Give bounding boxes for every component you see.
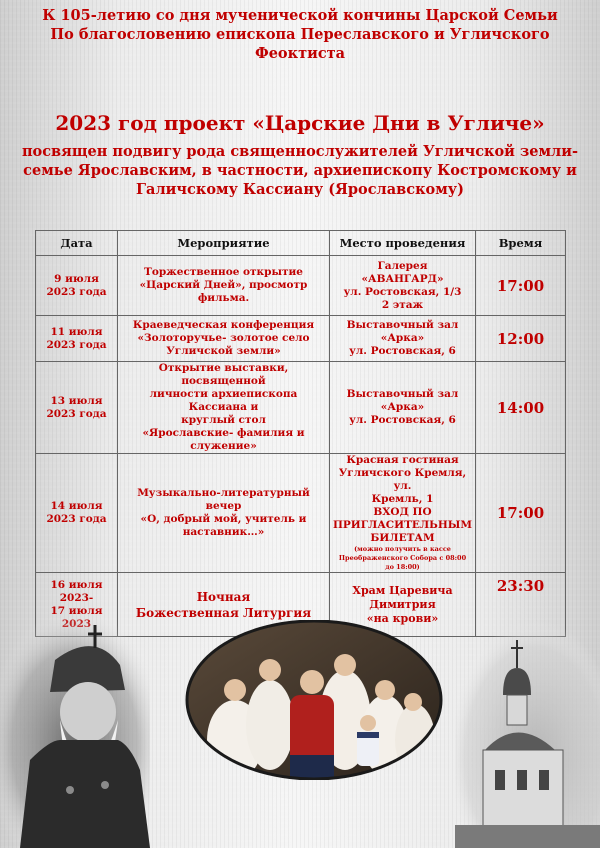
blessing-line: По благословению епископа Переславского и Угличского (50, 26, 550, 43)
event-line: личности архиепископа Кассиана и (149, 388, 298, 413)
event-line: «О, добрый мой, учитель и (140, 513, 307, 525)
table-row (36, 454, 566, 573)
event-date (36, 256, 118, 316)
place-line: ВХОД ПО (373, 506, 432, 518)
schedule-table (35, 230, 566, 637)
place-line: БИЛЕТАМ (370, 532, 435, 544)
event-line: Торжественное открытие (144, 266, 303, 278)
column-header-date: Дата (36, 231, 118, 256)
event-date (36, 362, 118, 454)
date-line: 2023- (59, 591, 94, 604)
event-description (118, 256, 330, 316)
date-line: 14 июля (50, 500, 103, 512)
church-image (455, 620, 600, 848)
date-line: 9 июля (54, 272, 99, 285)
event-time: 23:30 (476, 573, 566, 637)
event-line: наставник…» (182, 526, 265, 538)
place-line: ПРИГЛАСИТЕЛЬНЫМ (332, 519, 473, 531)
date-line: 2023 года (46, 407, 107, 420)
blessing-line-name: Феоктиста (254, 45, 346, 62)
place-line: ул. Ростовская, 6 (349, 345, 456, 357)
event-description (118, 316, 330, 362)
place-line: Димитрия (369, 597, 436, 611)
ticket-note-line: Преображенского Собора с 08:00 (338, 554, 467, 562)
place-line: Храм Царевича (352, 583, 453, 597)
event-time: 14:00 (476, 362, 566, 454)
ticket-note-line: до 18:00) (385, 563, 420, 571)
event-place (330, 256, 476, 316)
date-line: 13 июля (50, 394, 103, 407)
event-line: Музыкально-литературный вечер (137, 487, 310, 512)
event-line: «Золоторучье- золотое село (137, 332, 310, 344)
event-time: 12:00 (476, 316, 566, 362)
event-place (330, 362, 476, 454)
event-time: 17:00 (476, 454, 566, 573)
date-line: 2023 года (46, 338, 107, 351)
column-header-place: Место проведения (330, 231, 476, 256)
place-line: Красная гостиная (346, 454, 459, 466)
royal-family-photo (185, 620, 443, 780)
place-line: 2 этаж (381, 298, 424, 311)
event-time: 17:00 (476, 256, 566, 316)
event-line: Открытие выставки, посвященной (158, 362, 289, 387)
date-line: 16 июля (50, 578, 103, 591)
place-line: Галерея (377, 259, 428, 272)
place-line: ул. Ростовская, 6 (349, 414, 456, 426)
event-line: фильма. (197, 292, 250, 304)
event-place (330, 316, 476, 362)
date-line: 2023 года (46, 513, 107, 525)
dedication-header (0, 6, 600, 63)
table-row (36, 316, 566, 362)
dedication-line: К 105-летию со дня мученической кончины Царской Семьи (42, 7, 558, 24)
project-title: 2023 год проект «Царские Дни в Угличе» (55, 111, 545, 135)
place-line: Угличского Кремля, ул. (338, 467, 467, 492)
project-subtitle (0, 142, 600, 199)
event-description (118, 362, 330, 454)
subtitle-line: Галичскому Кассиану (Ярославскому) (136, 181, 464, 198)
event-date (36, 454, 118, 573)
column-header-event: Мероприятие (118, 231, 330, 256)
event-line: Божественная Литургия (135, 605, 312, 620)
place-line: Выставочный зал (346, 319, 459, 331)
date-line: 2023 года (46, 285, 107, 298)
event-line: Краеведческая конференция (132, 319, 315, 331)
column-header-time: Время (476, 231, 566, 256)
event-line: Угличской земли» (166, 345, 281, 357)
bishop-portrait-image (0, 620, 150, 848)
table-header-row (36, 231, 566, 256)
place-line: «Арка» (380, 332, 425, 344)
table-row (36, 362, 566, 454)
event-description (118, 454, 330, 573)
date-line: 17 июля (50, 604, 103, 617)
place-line: Кремль, 1 (371, 493, 434, 505)
event-line: Ночная (196, 589, 251, 604)
event-line: «Царский Дней», просмотр (139, 279, 308, 291)
place-line: ул. Ростовская, 1/3 (343, 285, 462, 298)
event-place (330, 454, 476, 573)
place-line: «АВАНГАРД» (361, 272, 444, 285)
subtitle-line: посвящен подвигу рода священнослужителей Угличской земли- (21, 143, 579, 160)
subtitle-line: семье Ярославским, в частности, архиепископу Костромскому и (23, 162, 577, 179)
event-date (36, 316, 118, 362)
event-line: служение» (190, 440, 257, 452)
place-line: Выставочный зал (346, 388, 459, 400)
ticket-note-line: (можно получить в кассе (354, 545, 451, 553)
place-line: «Арка» (380, 401, 425, 413)
event-line: круглый стол (181, 414, 266, 426)
place-line: «на крови» (366, 611, 439, 625)
event-line: «Ярославские- фамилия и (142, 427, 305, 439)
table-row (36, 256, 566, 316)
date-line: 11 июля (50, 325, 103, 338)
